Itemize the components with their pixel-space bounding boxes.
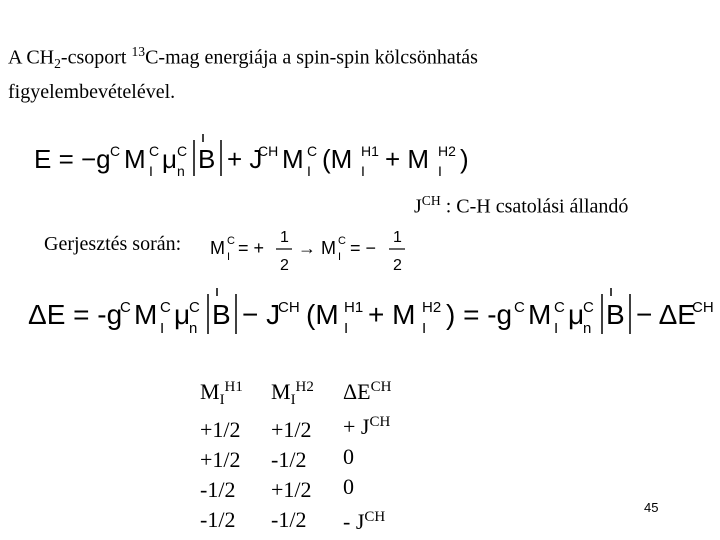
svg-text:= −: = −	[350, 238, 377, 258]
svg-text:E = −g: E = −g	[34, 144, 111, 174]
svg-text:CH: CH	[258, 143, 279, 159]
svg-text:): )	[460, 144, 469, 174]
page-number: 45	[644, 500, 659, 515]
title-part-1: A CH	[8, 46, 55, 69]
svg-text:M: M	[321, 238, 336, 258]
title-part-3: C-mag energiája a spin-spin kölcsönhatás	[145, 46, 478, 69]
svg-text:I: I	[361, 163, 365, 179]
note-text: : C-H csatolási állandó	[440, 195, 629, 218]
svg-text:+ J: + J	[227, 144, 263, 174]
slide-title	[8, 38, 478, 106]
svg-text:M: M	[528, 299, 552, 330]
svg-text:I: I	[422, 320, 427, 337]
svg-text:C: C	[177, 143, 188, 159]
svg-text:→: →	[298, 238, 316, 258]
cell-h1-row3: -1/2	[200, 477, 236, 502]
note-superscript: CH	[421, 193, 441, 208]
svg-text:H1: H1	[344, 299, 364, 316]
svg-text:I: I	[149, 163, 153, 179]
svg-text:I: I	[554, 320, 559, 337]
svg-text:ΔE = -g: ΔE = -g	[28, 299, 123, 330]
note-j: J	[414, 195, 422, 218]
svg-text:I: I	[307, 163, 311, 179]
svg-text:C: C	[514, 299, 525, 316]
svg-text:= +: = +	[238, 238, 265, 258]
svg-text:C: C	[110, 143, 121, 159]
title-line-2: figyelembevételével.	[8, 80, 176, 103]
svg-text:n: n	[189, 320, 198, 337]
column-h2	[271, 372, 314, 535]
svg-text:I: I	[160, 320, 165, 337]
coupling-constant-note	[414, 193, 628, 218]
svg-text:n: n	[177, 163, 185, 179]
svg-text:C: C	[554, 299, 565, 316]
svg-text:I: I	[338, 251, 342, 263]
svg-text:(M: (M	[306, 299, 339, 330]
svg-text:H2: H2	[438, 143, 456, 159]
svg-text:B: B	[606, 299, 625, 330]
title-superscript: 13	[131, 44, 146, 59]
cell-h1-row2: +1/2	[200, 447, 241, 472]
energy-equation	[28, 132, 478, 184]
cell-h1-row1: +1/2	[200, 417, 241, 442]
title-part-2: -csoport	[60, 46, 132, 69]
svg-text:− J: − J	[242, 299, 281, 330]
svg-text:+ M: + M	[368, 299, 416, 330]
svg-text:2: 2	[280, 257, 289, 274]
svg-text:μ: μ	[162, 144, 177, 174]
svg-text:C: C	[160, 299, 171, 316]
header-h1: $M_I^{H1}$	[200, 379, 243, 408]
svg-text:C: C	[149, 143, 160, 159]
cell-delta-e-row3: 0	[343, 474, 354, 500]
cell-h1-row4: -1/2	[200, 507, 236, 532]
svg-text:M: M	[134, 299, 158, 330]
delta-energy-equation	[26, 286, 716, 342]
svg-text:1: 1	[280, 229, 289, 246]
svg-text:M: M	[210, 238, 225, 258]
svg-text:H1: H1	[361, 143, 379, 159]
svg-text:C: C	[338, 235, 346, 247]
cell-h2-row1: +1/2	[271, 417, 312, 442]
svg-text:CH: CH	[692, 299, 714, 316]
excitation-label: Gerjesztés során:	[44, 233, 182, 255]
svg-text:1: 1	[393, 229, 402, 246]
svg-text:(M: (M	[322, 144, 353, 174]
svg-text:C: C	[227, 235, 235, 247]
svg-text:I: I	[344, 320, 349, 337]
cell-delta-e-row1: + $J^{CH}$	[343, 414, 391, 440]
cell-delta-e-row4: - $J^{CH}$	[343, 509, 386, 535]
svg-text:I: I	[227, 251, 231, 263]
svg-text:2: 2	[393, 257, 402, 274]
title-subscript: 2	[54, 55, 61, 71]
svg-text:I: I	[438, 163, 442, 179]
svg-text:n: n	[583, 320, 592, 337]
cell-h2-row2: -1/2	[271, 447, 307, 472]
svg-text:B: B	[212, 299, 231, 330]
svg-text:B: B	[198, 144, 216, 174]
svg-text:μ: μ	[568, 299, 585, 330]
svg-text:C: C	[307, 143, 318, 159]
title-line-1	[8, 38, 478, 78]
excitation-formula	[208, 222, 408, 276]
svg-text:M: M	[282, 144, 304, 174]
svg-text:C: C	[189, 299, 200, 316]
svg-text:+ M: + M	[385, 144, 430, 174]
cell-h2-row3: +1/2	[271, 477, 312, 502]
header-delta-e: $\Delta E^{CH}$	[343, 379, 392, 405]
header-h2: $M_I^{H2}$	[271, 379, 314, 408]
svg-text:μ: μ	[174, 299, 191, 330]
svg-text:) = -g: ) = -g	[446, 299, 513, 330]
cell-h2-row4: -1/2	[271, 507, 307, 532]
column-delta-e	[343, 372, 391, 538]
svg-text:M: M	[124, 144, 146, 174]
cell-delta-e-row2: 0	[343, 444, 354, 470]
svg-text:CH: CH	[278, 299, 300, 316]
svg-text:H2: H2	[422, 299, 442, 316]
svg-text:C: C	[583, 299, 594, 316]
svg-text:− ΔE: − ΔE	[636, 299, 696, 330]
column-h1	[200, 372, 243, 535]
svg-text:C: C	[120, 299, 131, 316]
